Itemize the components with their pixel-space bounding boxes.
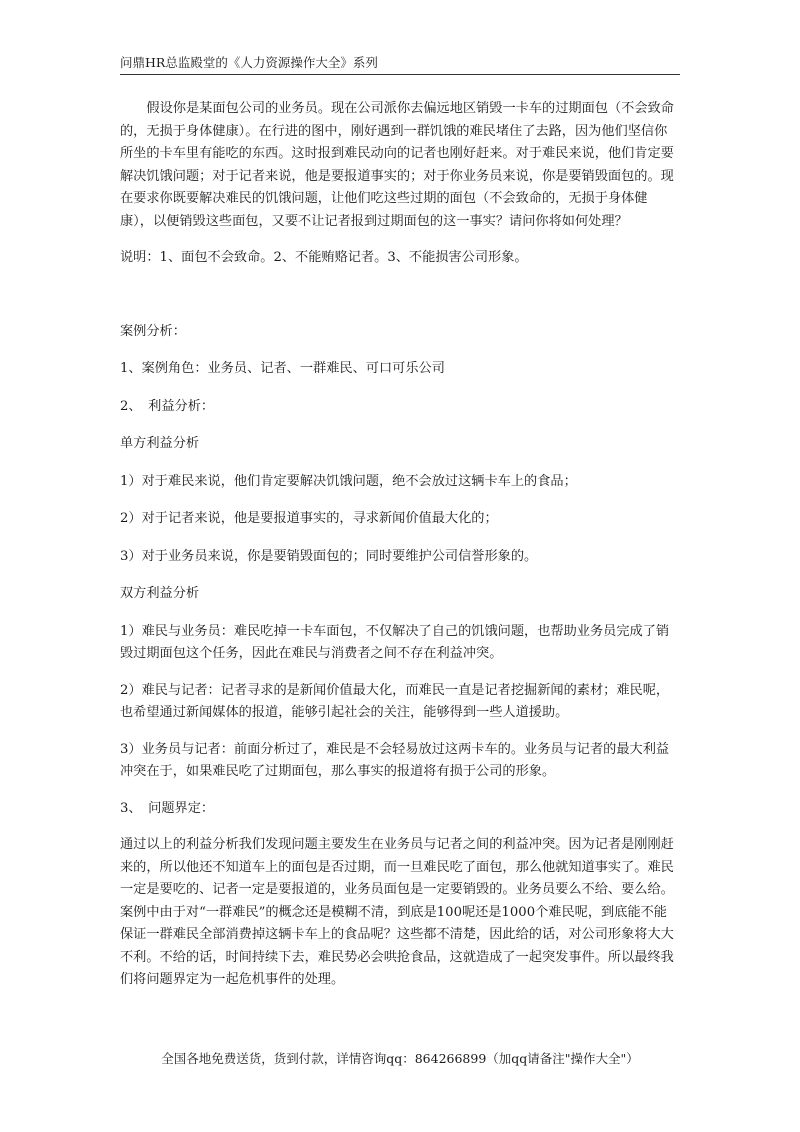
document-body [120,98,680,992]
problem-heading: 3、 问题界定： [120,800,215,816]
page-header [120,54,680,75]
double-item-3: 3）业务员与记者：前面分析过了，难民是不会轻易放过这两卡车的。业务员与记者的最大利益冲突在于，如果难民吃了过期面包，那么事实的报道将有损于公司的形象。 [120,741,670,779]
analysis-heading: 案例分析： [120,323,186,339]
roles-paragraph: 1、案例角色：业务员、记者、一群难民、可口可乐公司 [120,361,445,376]
double-item-2: 2）难民与记者：记者寻求的是新闻价值最大化，而难民一直是记者挖掘新闻的素材；难民呢，也希望通过新闻媒体的报道，能够引起社会的关注，能够得到一些人道援助。 [120,682,670,720]
footer-contact-text: 全国各地免费送货，货到付款，详情咨询qq：864266899（加qq请备注"操作大全"） [161,1051,639,1066]
single-item-2: 2）对于记者来说，他是要报道事实的，寻求新闻价值最大化的； [120,511,498,526]
page-footer [0,1050,800,1068]
double-interest-heading: 双方利益分析 [120,586,200,601]
single-item-1: 1）对于难民来说，他们肯定要解决饥饿问题，绝不会放过这辆卡车上的食品； [120,473,577,489]
interest-heading: 2、 利益分析： [120,398,215,414]
intro-paragraph: 假设你是某面包公司的业务员。现在公司派你去偏远地区销毁一卡车的过期面包（不会致命的，无损于身体健康）。在行进的图中，刚好遇到一群饥饿的难民堵住了去路，因为他们坚信你所坐的卡车里有能吃的东西。这时报到难民动向的记者也刚好赶来。对于难民来说，他们肯定要解决饥饿问题；对于记者来说，他是要报道事实的；对于你业务员来说，你是要销毁面包的。现在要求你既要解决难民的饥饿问题，让他们吃这些过期的面包（不会致命的，无损于身体健康），以便销毁这些面包，又要不让记者报到过期面包的这一事实？请问你将如何处理？ [120,101,674,229]
note-paragraph: 说明：1、面包不会致命。2、不能贿赂记者。3、不能损害公司形象。 [120,250,528,265]
double-item-1: 1）难民与业务员：难民吃掉一卡车面包，不仅解决了自己的饥饿问题，也帮助业务员完成了销毁过期面包这个任务，因此在难民与消费者之间不存在利益冲突。 [120,623,670,661]
single-item-3: 3）对于业务员来说，你是要销毁面包的；同时要维护公司信誉形象的。 [120,548,538,564]
header-title: 问鼎HR总监殿堂的《人力资源操作大全》系列 [120,55,378,70]
single-interest-heading: 单方利益分析 [120,436,200,451]
problem-paragraph: 通过以上的利益分析我们发现问题主要发生在业务员与记者之间的利益冲突。因为记者是刚刚赶来的，所以他还不知道车上的面包是否过期，而一旦难民吃了面包，那么他就知道事实了。难民一定是要吃的、记者一定是要报道的，业务员面包是一定要销毁的。业务员要么不给、要么给。案例中由于对“一群难民”的概念还是模糊不清，到底是100呢还是1000个难民呢，到底能不能保证一群难民全部消费掉这辆卡车上的食品呢？这些都不清楚，因此给的话，对公司形象将大大不利。不给的话，时间持续下去，难民势必会哄抢食品，这就造成了一起突发事件。所以最终我们将问题界定为一起危机事件的处理。 [120,837,674,987]
